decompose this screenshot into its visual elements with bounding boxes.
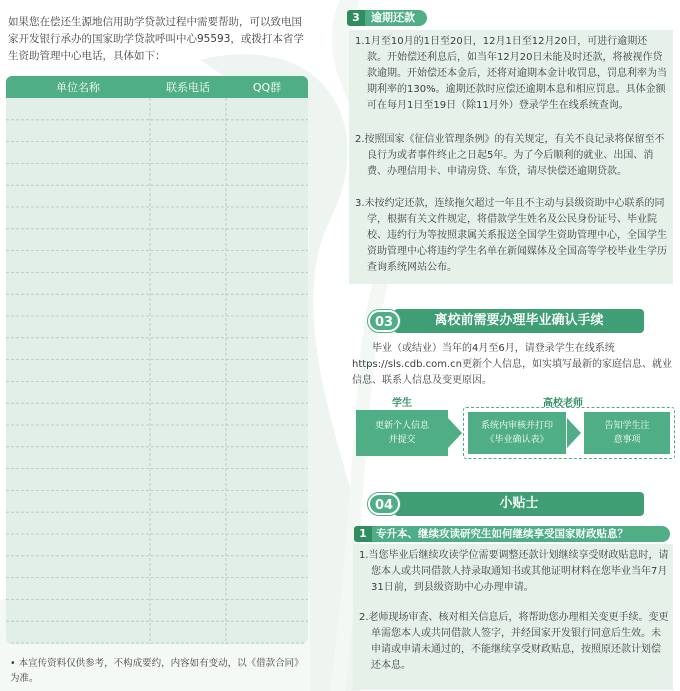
- column-qq-group: QQ群: [252, 81, 282, 94]
- tips-content-panel: [353, 544, 673, 690]
- flow-arrow-1: [448, 418, 462, 448]
- graduation-section-number: 03: [368, 310, 400, 332]
- column-phone: 联系电话: [166, 81, 210, 94]
- tips-section-header: [368, 491, 644, 517]
- tip-item-1: 1.当您毕业后继续攻读学位需要调整还款计划继续享受财政贴息时，请您本人或共同借款人持录取通知书或其他证明材料在您毕业当年7月31日前，到县级资助中心办理申请。: [359, 550, 669, 593]
- flow-teacher-label: 高校老师: [543, 398, 583, 409]
- flow-student-label: 学生: [392, 398, 412, 409]
- overdue-item-2: 2.按照国家《征信业管理条例》的有关规定，有关不良记录将保留至不良行为或者事件终止之日起5年。为了今后顺利的就业、出国、消费、办理信用卡、申请房贷、车贷，请尽快偿还逾期贷款。: [355, 134, 665, 177]
- flow-step-teacher-notify: [584, 412, 670, 454]
- tips-section-number: 04: [368, 493, 400, 515]
- overdue-section-title: 逾期还款: [365, 10, 427, 26]
- flow-step-student: [356, 410, 448, 456]
- overdue-item-3: 3.未按约定还款，连续拖欠超过一年且不主动与县级资助中心联系的同学，根据有关文件规定，将借款学生姓名及公民身份证号、毕业院校、违约行为等按照隶属关系报送全国学生资助管理中心，全国学生资助管理中心将违约学生名单在新闻媒体及全国高等学校毕业生学历查询系统网站公布。: [355, 198, 667, 273]
- footnote: • 本宣传资料仅供参考，不构成要约，内容如有变动，以《借款合同》为准。: [10, 658, 304, 684]
- intro-paragraph: 如果您在偿还生源地信用助学贷款过程中需要帮助，可以致电国家开发银行承办的国家助学贷款呼叫中心95593，或拨打本省学生资助管理中心电话，具体如下：: [8, 16, 304, 62]
- flow-step-teacher-notify-text: 告知学生注意事项: [604, 421, 650, 445]
- tip-item-2: 2.老师现场审查、核对相关信息后，将帮助您办理相关变更手续。变更单需您本人或共同借款人签字，并经国家开发银行同意后生效。未申请或申请未通过的，不能继续享受财政贴息，按照原还款计划偿还本息。: [359, 612, 669, 671]
- flow-step-student-text: 更新个人信息并提交: [374, 421, 429, 445]
- graduation-section-title: 离校前需要办理毕业确认手续: [394, 309, 644, 333]
- tip-question-title: 专升本、继续攻读研究生如何继续享受国家财政贴息？: [372, 526, 670, 542]
- tip-question-number: 1: [354, 526, 372, 542]
- column-unit-name: 单位名称: [56, 81, 100, 94]
- overdue-item-1: 1.1月至10月的1日至20日，12月1日至12月20日，可进行逾期还款。开始偿还利息后，如当年12月20日未能及时还款，将被视作贷款逾期。开始偿还本金后，还将对逾期本金计收罚息，罚息利率为当期利率的130%。逾期还款时应偿还逾期本息和相应罚息。具体金额可在每月1日至19日（除11月外）登录学生在线系统查询。: [355, 36, 667, 111]
- graduation-description: 毕业（或结业）当年的4月至6月，请登录学生在线系统https://sls.cdb.com.cn更新个人信息，如实填写最新的家庭信息、就业信息、联系人信息及变更原因。: [352, 343, 672, 386]
- tips-section-title: 小贴士: [394, 492, 644, 516]
- tip-question-header: [354, 526, 670, 542]
- flow-step-teacher-review-text: 系统内审核并打印《毕业确认表》: [480, 421, 553, 445]
- flow-arrow-2: [567, 418, 581, 448]
- overdue-section-number: 3: [347, 10, 365, 26]
- flow-step-teacher-review: [468, 412, 566, 454]
